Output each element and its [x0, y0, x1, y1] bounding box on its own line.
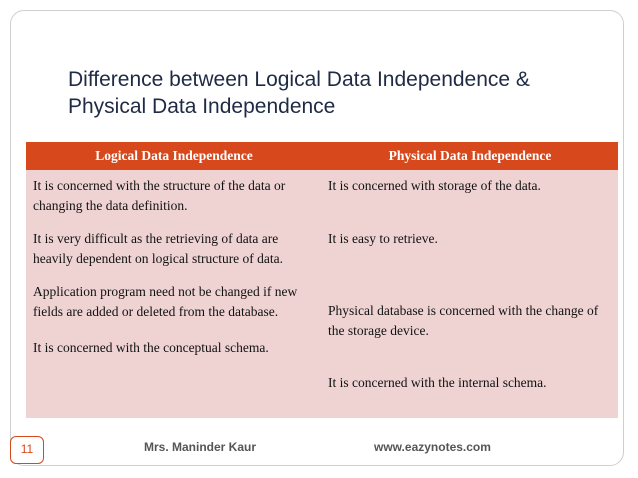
logical-point-3: Application program need not be changed if new fields are added or deleted from the database. — [33, 284, 298, 319]
footer-website: www.eazynotes.com — [374, 440, 491, 454]
footer-author: Mrs. Maninder Kaur — [144, 440, 257, 454]
logical-point-2: It is very difficult as the retrieving of data are heavily dependent on logical structure of data. — [33, 231, 284, 266]
page-number: 11 — [10, 436, 44, 464]
title-line-2: Physical Data Independence — [68, 95, 336, 118]
physical-point-3: Physical database is concerned with the change of the storage device. — [328, 303, 599, 338]
header-physical: Physical Data Independence — [388, 148, 552, 163]
table-header-row — [26, 142, 618, 170]
header-logical: Logical Data Independence — [95, 148, 253, 163]
slide-title — [68, 66, 608, 120]
physical-point-2: It is easy to retrieve. — [328, 231, 438, 246]
logical-point-4: It is concerned with the conceptual schema. — [33, 340, 269, 355]
title-line-1: Difference between Logical Data Independence & — [68, 68, 530, 91]
physical-point-1: It is concerned with storage of the data. — [328, 178, 541, 193]
logical-point-1: It is concerned with the structure of the data or changing the data definition. — [33, 178, 286, 213]
physical-point-4: It is concerned with the internal schema. — [328, 375, 547, 390]
comparison-table — [26, 142, 618, 418]
